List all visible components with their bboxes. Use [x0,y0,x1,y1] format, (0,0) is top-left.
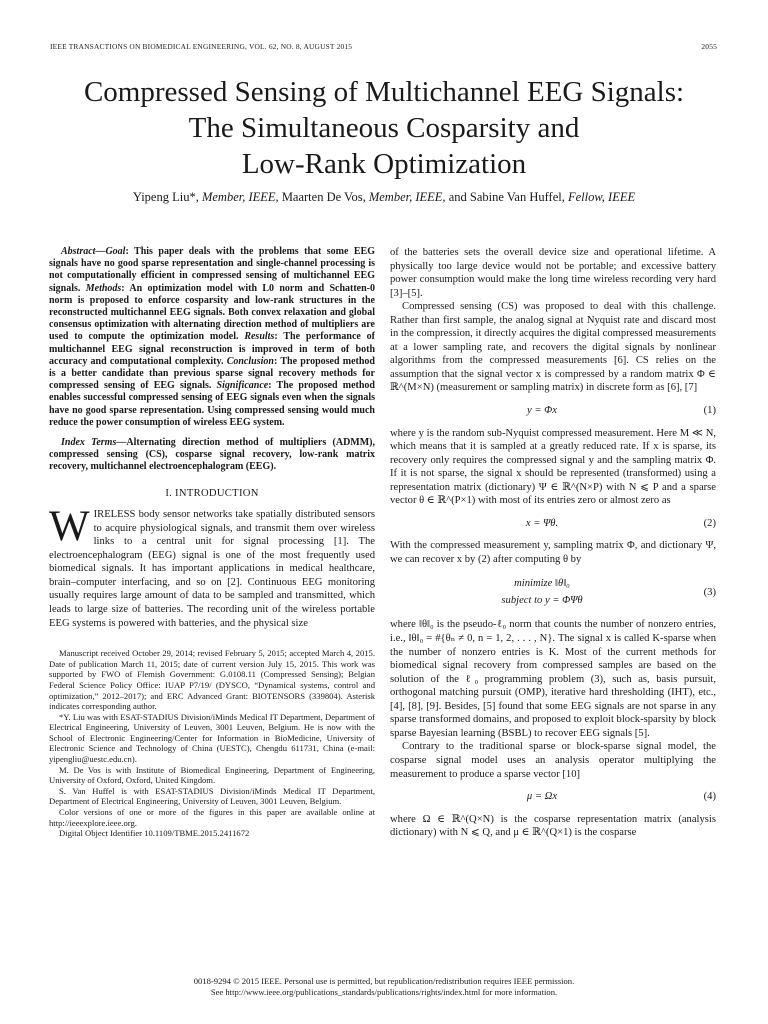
author-2-role: Member, IEEE, [368,190,446,204]
running-header: IEEE TRANSACTIONS ON BIOMEDICAL ENGINEERING, VOL. 62, NO. 8, AUGUST 2015 [50,42,353,51]
equation-1 [390,404,716,418]
abstract-results-label: Results [244,331,275,343]
intro-text: IRELESS body sensor networks take spatially distributed sensors to acquire physiological signals, and transmit them over wireless links to a central unit for signal processing [1]. The electroencephalogram (EEG) signal is one of the most frequently used biomedical signals. It has important applications in medical healthcare, brain–computer interfacing, and so on [2]. Continuous EEG monitoring usually requires large amount of data to be sampled and transmitted, which leads to large size of batteries. The recording unit of the wireless portable EEG systems is powered with batteries, and the physical size [49,509,375,629]
equation-constraint: subject to y = ΦΨθ [501,595,583,607]
footnote-color: Color versions of one or more of the figures in this paper are available online at http://ieeexplore.ieee.org. [49,807,375,828]
abstract-goal: : This paper deals with the problems that some EEG signals have no good sparse representation and single-channel processing is not computationally efficient in compressed sensing of multichannel EEG signals. [49,246,375,294]
abstract-conclusion-label: Conclusion [226,355,274,367]
author-2: Maarten De Vos, [281,190,366,204]
equation-3 [390,575,716,609]
abstract-methods-label: Methods [85,282,122,294]
paper-title [40,74,728,182]
drop-cap: W [49,503,90,551]
paragraph: where ‖θ‖₀ is the pseudo-ℓ₀ norm that counts the number of nonzero entries, i.e., ‖θ‖₀ = #{θₙ ≠ 0, n = 1, 2, . . . , N}. The signal x is called K-sparse when the number of nonzero entries is K. Most of the current methods for biomedical signal recovery from compressed samples are based on the solution of the ℓ₀ programming problem (3), such as, basis pursuit, orthogonal matching pursuit (OMP), iterative hard thresholding (IHT), etc., [4], [8], [9]. Besides, [5] found that some EEG signals are not sparse in any sparse transformed domains, and proposed to exploit block-sparsity by block sparse Bayesian learning (BSBL) to recover EEG signals [5]. [390,619,716,739]
equation-objective: minimize ‖θ‖₀ [514,578,570,590]
abstract [49,246,375,429]
intro-paragraph [49,503,375,630]
title-line-3: Low-Rank Optimization [241,148,527,180]
index-terms-text: —Alternating direction method of multipliers (ADMM), compressed sensing (CS), cosparse signal recovery, low-rank matrix recovery, multichannel electroencephalogram (EEG). [49,437,375,473]
index-terms-label: Index Terms [61,437,117,449]
equation-number: (1) [703,405,716,417]
author-1-role: Member, IEEE, [201,190,279,204]
paragraph: where y is the random sub-Nyquist compressed measurement. Here M ≪ N, which means that it is sampled at a greatly reduced rate. If x is sparse, its recovery only requires the compressed signal y and the sampling matrix Φ. If it is not sparse, the signal x should be represented (transformed) using a representation matrix (dictionary) Ψ ∈ ℝ^(N×P) with N ⩽ P and a sparse vector θ ∈ ℝ^(P×1) with most of its entries zero or almost zero as [390,427,716,507]
abstract-label: Abstract—Goal [61,246,126,257]
author-3: and Sabine Van Huffel, [448,190,565,204]
abstract-significance: : The proposed method enables successful compressed sensing of EEG signals even when the signals have no good sparse representation. Using compressed sensing would much reduce the power consumption of wireless EEG system. [49,380,375,428]
equation-number: (2) [703,517,716,529]
equation-body: x = Ψθ. [525,517,559,529]
equation-number: (4) [703,791,716,803]
abstract-conclusion: : The proposed method is a better candidate than previous sparse signal recovery methods for compressed sensing of EEG signals. [49,355,375,392]
footnotes [49,648,375,839]
abstract-methods: : An optimization model with L0 norm and Schatten-0 norm is proposed to enforce cosparsity and low-rank structures in the reconstructed multichannel EEG signals. Both convex relaxation and global consensus optimization with alternating direction method of multipliers are used to compute the optimization model. [49,282,376,343]
equation-4 [390,790,716,804]
paragraph: of the batteries sets the overall device size and operational lifetime. A physically too large device would not be portable; and excessive battery power consumption would make the long time wireless recording very hard [3]–[5]. [390,247,716,299]
equation-body: y = Φx [527,405,557,417]
section-heading: I. INTRODUCTION [165,487,259,499]
paragraph: where Ω ∈ ℝ^(Q×N) is the cosparse representation matrix (analysis dictionary) with N ⩽ Q, and μ ∈ ℝ^(Q×1) is the cosparse [390,813,716,839]
footnote-manuscript: Manuscript received October 29, 2014; revised February 5, 2015; accepted March 4, 2015. Date of publication March 11, 2015; date of current version July 15, 2015. This work was supported by FWO of Flemish Government: G.0108.11 (Compressed Sensing); Belgian Federal Science Policy Office: IUAP P7/19/ (DYSCO, “Dynamical systems, control and optimization,” 2012–2017); and ERC Advanced Grant: BIOTENSORS (339804). Asterisk indicates corresponding author. [49,648,375,712]
equation-body: μ = Ωx [526,791,558,803]
abstract-results: : The performance of multichannel EEG signal reconstruction is improved in term of both accuracy and computational complexity. [49,331,375,367]
left-column [49,246,375,839]
footnote-vanhuffel: S. Van Huffel is with ESAT-STADIUS Division/iMinds Medical IT Department, Department of Electrical Engineering, University of Leuven, 3001 Leuven, Belgium. [49,785,375,807]
paragraph: Compressed sensing (CS) was proposed to deal with this challenge. Rather than first sample, the analog signal at Nyquist rate and discard most in the compression, it directly acquires the digital compressed measurements at a lower sampling rate, and recovers the digital signals by nonlinear algorithms from the compressed measurements [6]. CS relies on the assumption that the signal vector x is compressed by a random matrix Φ ∈ ℝ^(M×N) (measurement or sampling matrix) in discrete form as [6], [7] [390,301,716,394]
paragraph: Contrary to the traditional sparse or block-sparse signal model, the cosparse signal model uses an analysis operator multiplying the measurement to produce a sparse vector [10] [390,741,716,780]
copyright-notice [40,976,728,998]
copyright-line-2: See http://www.ieee.org/publications_standards/publications/rights/index.html for more information. [210,987,558,997]
footnote-devos: M. De Vos is with Institute of Biomedical Engineering, Department of Engineering, University of Oxford, Oxford, United Kingdom. [49,764,375,786]
index-terms [49,437,375,474]
paragraph: With the compressed measurement y, sampling matrix Φ, and dictionary Ψ, we can recover x by (2) after computing θ by [390,540,716,565]
equation-body [390,575,694,609]
page-number: 2055 [701,42,717,51]
abstract-significance-label: Significance [216,380,269,392]
author-1: Yipeng Liu*, [132,190,199,204]
footnote-liu: *Y. Liu was with ESAT-STADIUS Division/iMinds Medical IT Department, Department of Electrical Engineering, University of Leuven, 3001 Leuven, Belgium. He is now with the School of Electronic Engineering/Center for Information in BioMedicine, University of Electronic Science and Technology of China (UESTC), Chengdu 611731, China (e-mail: yipengliu@uestc.edu.cn). [49,711,375,765]
title-line-1: Compressed Sensing of Multichannel EEG Signals: [83,76,685,108]
copyright-line-1: 0018-9294 © 2015 IEEE. Personal use is permitted, but republication/redistribution requires IEEE permission. [193,976,575,986]
author-3-role: Fellow, IEEE [568,190,636,204]
equation-2 [390,517,716,531]
title-line-2: The Simultaneous Cosparsity and [188,112,580,144]
equation-number: (3) [703,586,716,598]
right-column [390,246,716,840]
author-list [40,190,728,205]
footnote-doi: Digital Object Identifier 10.1109/TBME.2015.2411672 [59,828,250,839]
